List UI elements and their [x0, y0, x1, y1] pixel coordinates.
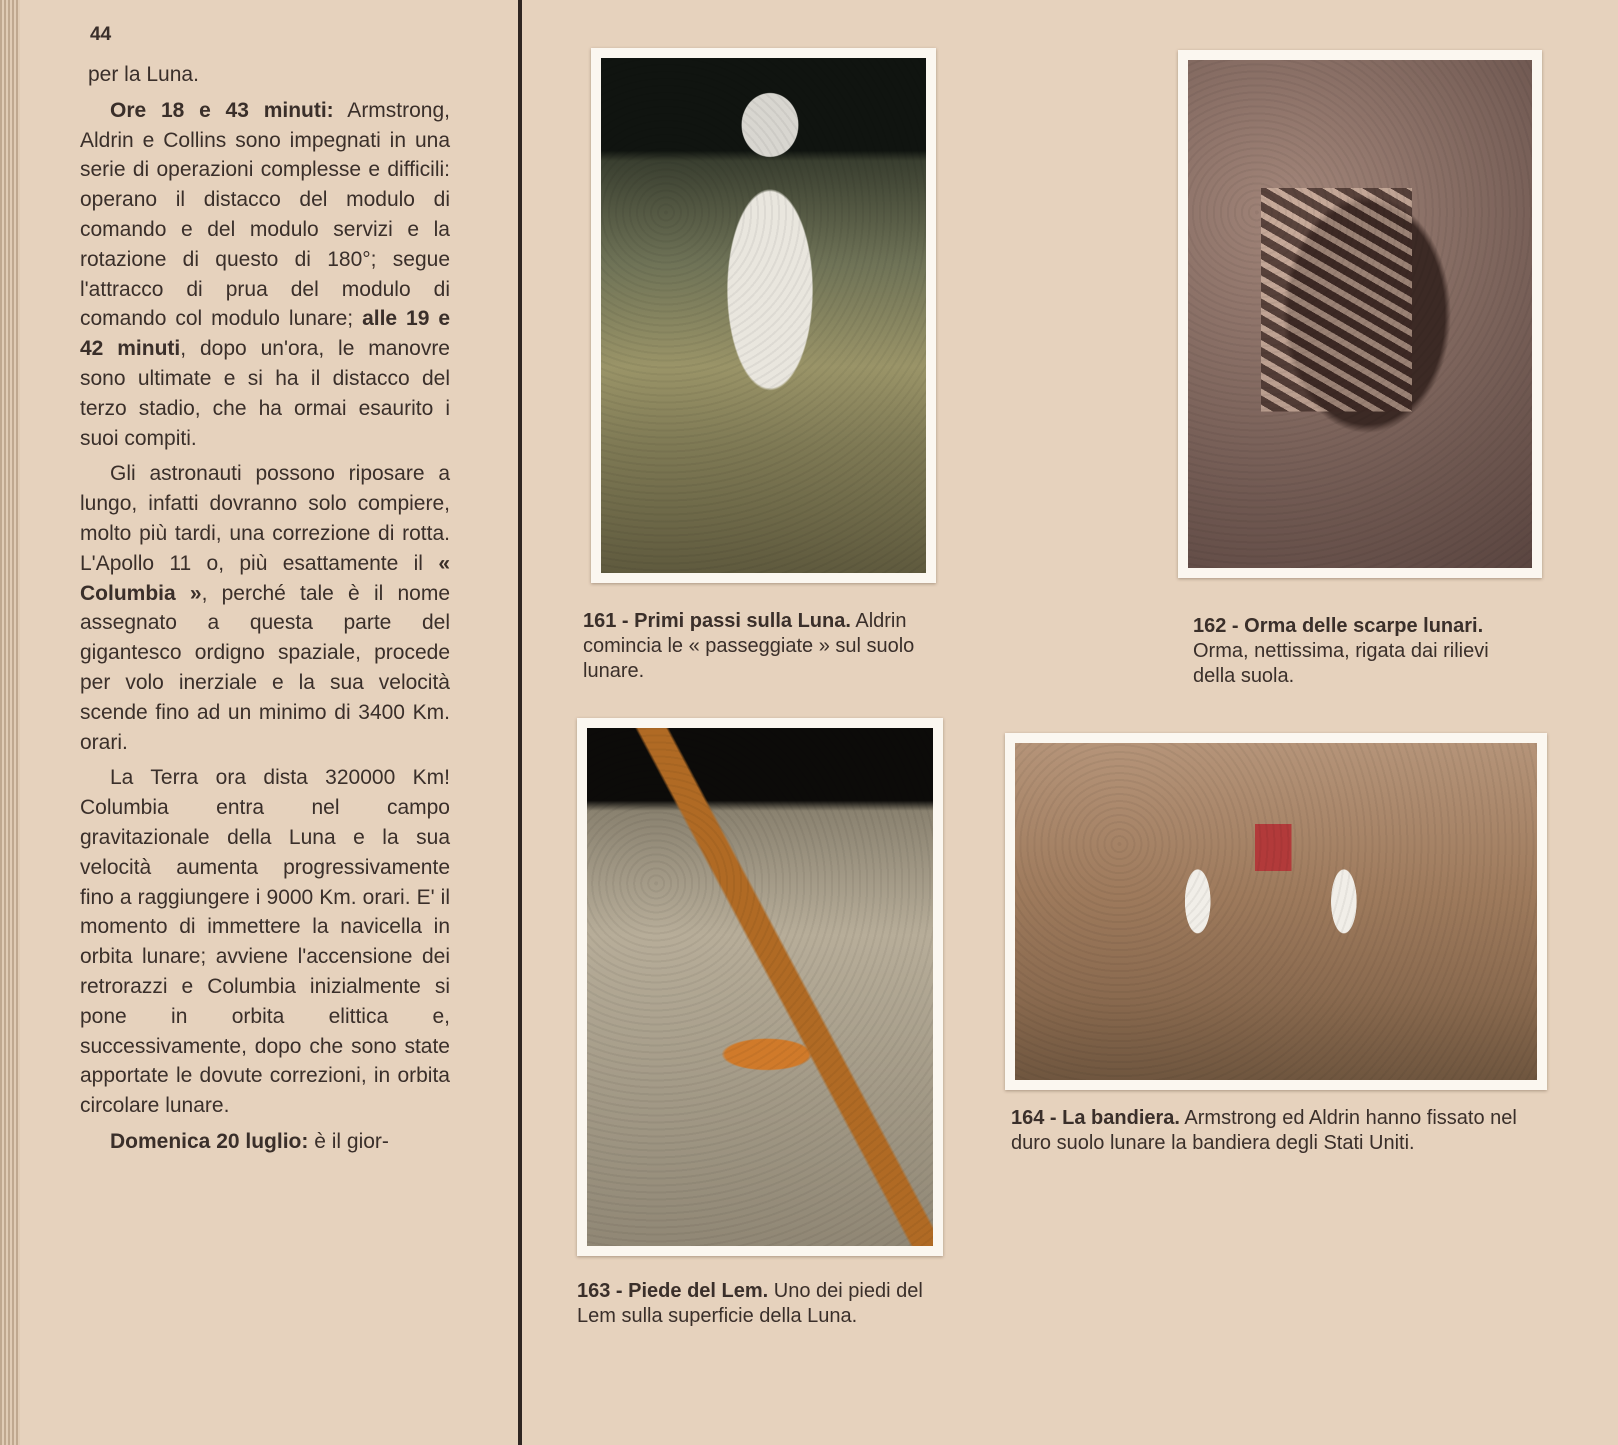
page-number: 44	[90, 24, 112, 45]
paragraph-5	[80, 1127, 450, 1157]
paragraph-3	[80, 459, 450, 757]
body-text-column	[80, 60, 450, 1163]
caption-163-number: 163 -	[577, 1280, 623, 1302]
paragraph-4	[80, 763, 450, 1121]
caption-164	[1011, 1106, 1531, 1156]
paragraph-4-text: La Terra ora dista 320000 Km! Columbia entra nel campo gravitazionale della Luna e la sua velocità aumenta progressivamente fino a raggiungere i 9000 Km. orari. E' il momento di immettere la navicella in orbita lunare; avviene l'accensione dei retrorazzi e Columbia inizialmente si pone in orbita elittica e, successivamente, dopo che sono state apportate le dovute correzioni, in orbita circolare lunare.	[80, 766, 450, 1118]
sticker-161	[591, 48, 936, 583]
caption-164-number: 164 -	[1011, 1107, 1057, 1129]
caption-163	[577, 1279, 927, 1329]
time-heading-1942: alle 19 e 42 minuti	[80, 307, 450, 361]
caption-161-title: Primi passi sulla Luna.	[634, 610, 851, 632]
paragraph-1-text: per la Luna.	[88, 63, 199, 86]
caption-164-title: La bandiera.	[1062, 1107, 1180, 1129]
caption-162-number: 162 -	[1193, 615, 1239, 637]
sticker-163	[577, 718, 943, 1256]
astronaut-photo	[601, 58, 926, 573]
caption-162	[1193, 614, 1533, 689]
caption-161-number: 161 -	[583, 610, 629, 632]
caption-163-text: Uno dei piedi del Lem sulla superficie della Luna.	[577, 1280, 923, 1327]
caption-162-title: Orma delle scarpe lunari.	[1244, 615, 1484, 637]
sticker-162	[1178, 50, 1542, 578]
caption-161-text: Aldrin comincia le « passeggiate » sul suolo lunare.	[583, 610, 915, 682]
footprint-photo	[1188, 60, 1532, 568]
paragraph-2	[80, 96, 450, 454]
page-fold-line	[518, 0, 522, 1445]
time-heading-1843: Ore 18 e 43 minuti:	[110, 98, 334, 122]
flag-photo	[1015, 743, 1537, 1080]
caption-162-text: Orma, nettissima, rigata dai rilievi della suola.	[1193, 640, 1489, 687]
caption-164-text: Armstrong ed Aldrin hanno fissato nel duro suolo lunare la bandiera degli Stati Uniti.	[1011, 1107, 1517, 1154]
date-heading: Domenica 20 luglio:	[110, 1129, 309, 1153]
columbia-bold: « Columbia »	[80, 551, 450, 605]
page-edge	[0, 0, 20, 1445]
sticker-164	[1005, 733, 1547, 1090]
paragraph-5-text: è il gior-	[308, 1129, 389, 1153]
paragraph-2-text-a: Armstrong, Aldrin e Collins sono impegnati in una serie di operazioni complesse e difficili: operano il distacco del modulo di comando e del modulo servizi e la rotazione di questo di 180°; segue l'attracco di prua del modulo di comando col modulo lunare;	[80, 98, 450, 331]
paragraph-3-text-a: Gli astronauti possono riposare a lungo, infatti dovranno solo compiere, molto più tardi, una correzione di rotta. L'Apollo 11 o, più esattamente il	[80, 462, 450, 575]
paragraph-3-text-b: , perché tale è il nome assegnato a questa parte del gigantesco ordigno spaziale, procede per volo inerziale e la sua velocità scende fino ad un minimo di 3400 Km. orari.	[80, 581, 451, 754]
caption-163-title: Piede del Lem.	[628, 1280, 769, 1302]
caption-161	[583, 609, 923, 684]
lem-foot-photo	[587, 728, 933, 1246]
paragraph-2-text-b: , dopo un'ora, le manovre sono ultimate e si ha il distacco del terzo stadio, che ha ormai esaurito i suoi compiti.	[80, 337, 450, 450]
paragraph-1	[80, 60, 450, 90]
